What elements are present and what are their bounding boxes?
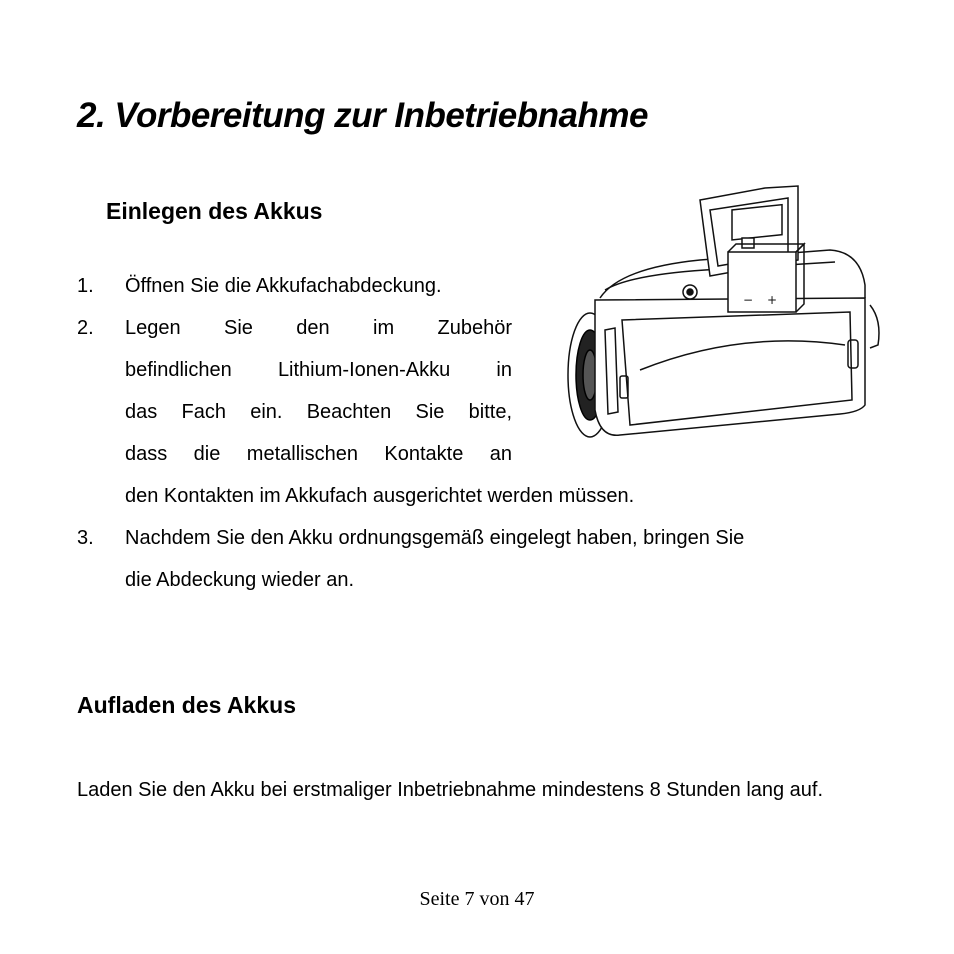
section-heading-einlegen: Einlegen des Akkus <box>106 198 323 224</box>
list-text-line: Legen Sie den im Zubehör <box>125 317 512 339</box>
battery-minus-mark: − <box>743 293 754 307</box>
battery-plus-mark: + <box>767 293 778 307</box>
list-number: 2. <box>77 317 94 339</box>
section-heading-aufladen: Aufladen des Akkus <box>77 692 296 718</box>
list-text-line: den Kontakten im Akkufach ausgerichtet werden müssen. <box>125 485 635 507</box>
charging-paragraph: Laden Sie den Akku bei erstmaliger Inbetriebnahme mindestens 8 Stunden lang auf. <box>77 779 824 801</box>
list-number: 1. <box>77 275 94 297</box>
camcorder-battery-illustration <box>560 180 885 450</box>
list-text-line: dass die metallischen Kontakte an <box>125 443 512 465</box>
list-text-line: Nachdem Sie den Akku ordnungsgemäß eingelegt haben, bringen Sie <box>125 527 745 549</box>
page-title: 2. Vorbereitung zur Inbetriebnahme <box>77 96 648 135</box>
list-text: Öffnen Sie die Akkufachabdeckung. <box>125 275 442 297</box>
list-text-line: die Abdeckung wieder an. <box>125 569 355 591</box>
list-number: 3. <box>77 527 94 549</box>
page-footer: Seite 7 von 47 <box>419 888 535 910</box>
list-text-line: das Fach ein. Beachten Sie bitte, <box>125 401 512 423</box>
list-text-line: befindlichen Lithium-Ionen-Akku in <box>125 359 512 381</box>
